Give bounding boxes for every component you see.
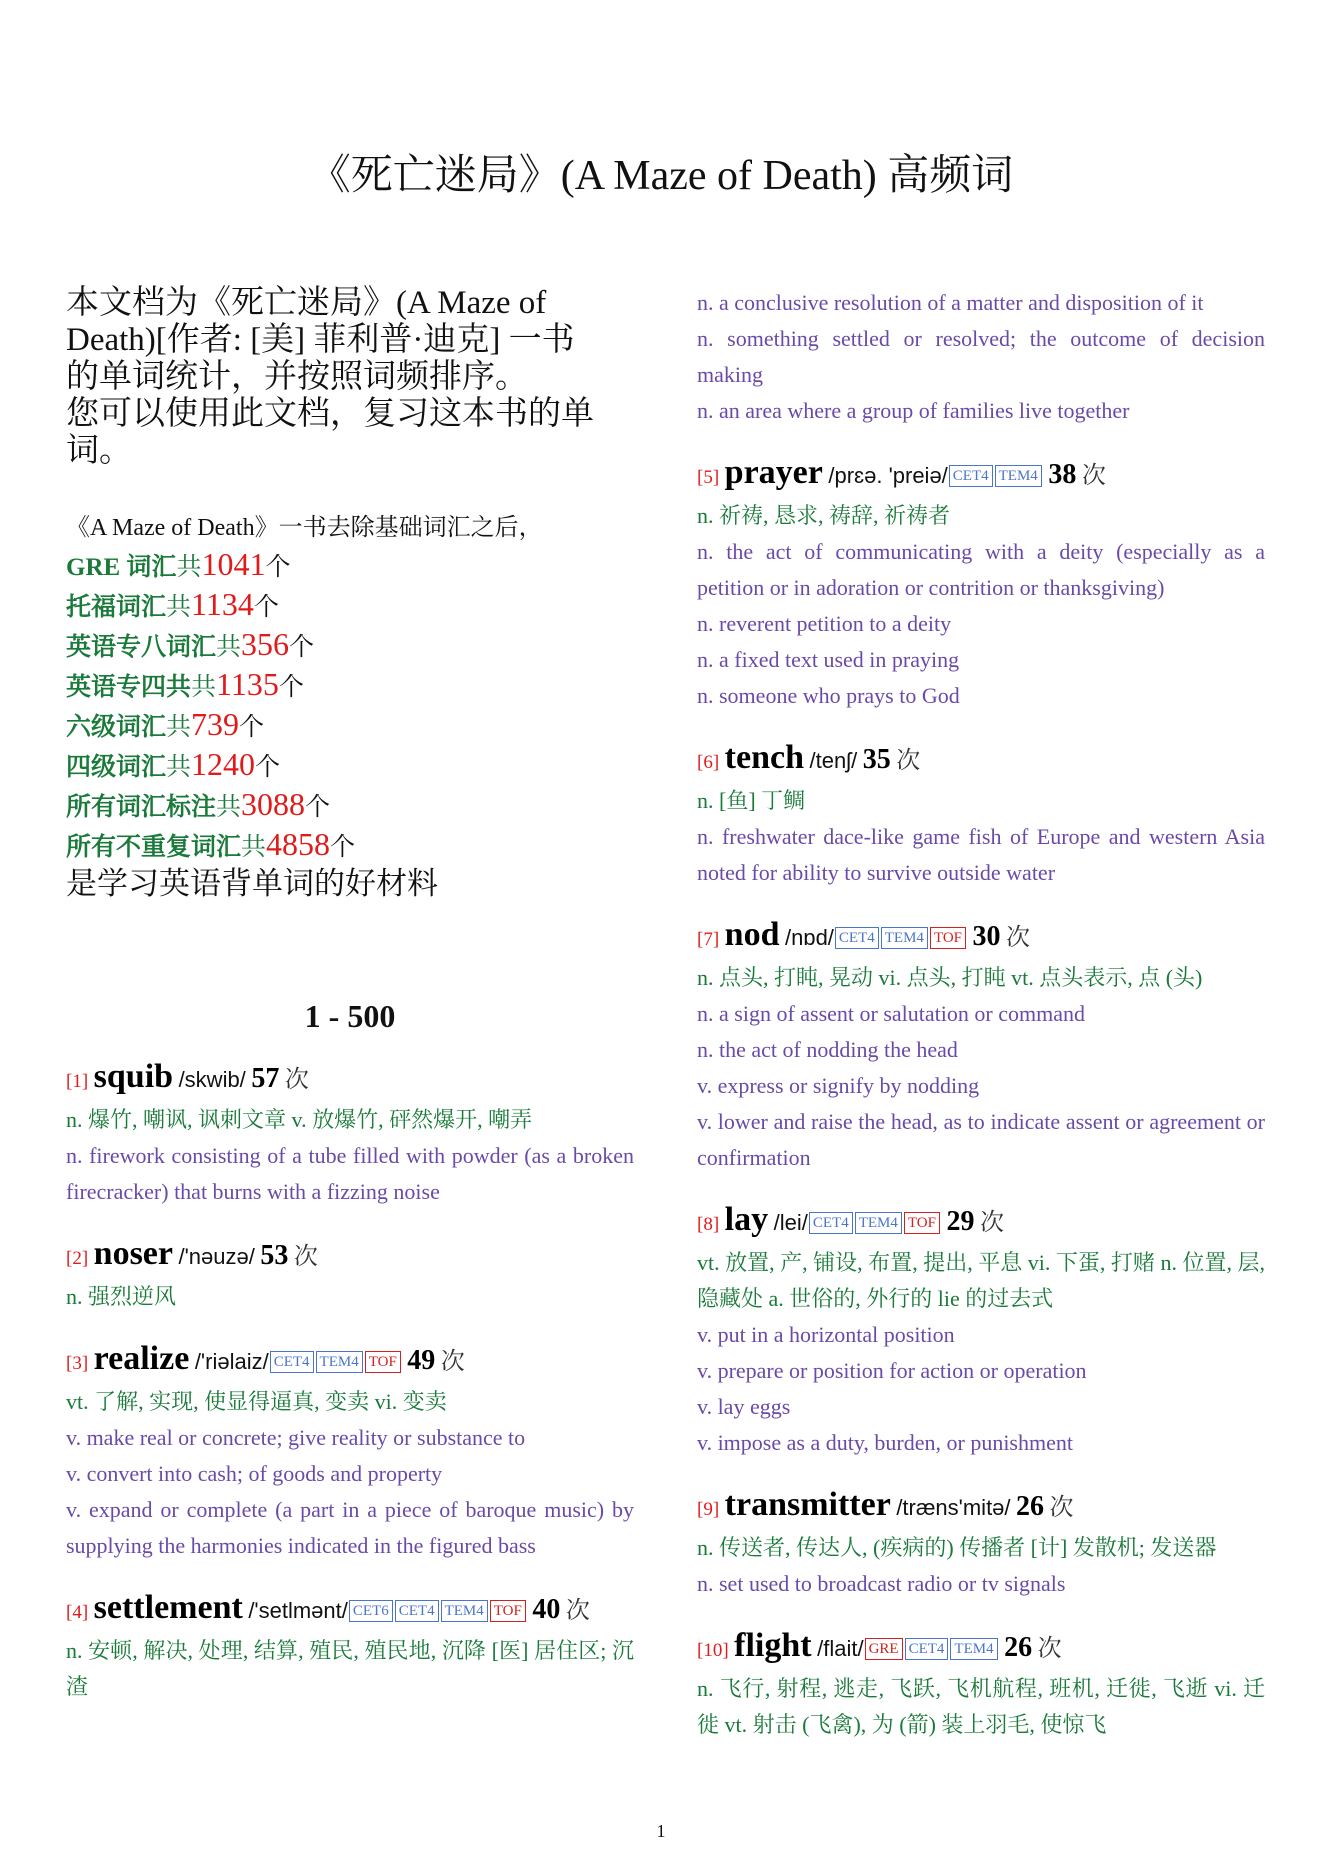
stat-row [66, 786, 634, 826]
entry-index: [9] [697, 1499, 720, 1520]
exam-tag: TOF [904, 1212, 940, 1234]
stat-label: 英语专八词汇 [66, 634, 217, 661]
frequency-count: 49 [407, 1345, 436, 1376]
definition-zh: vt. 了解, 实现, 使显得逼真, 变卖 vi. 变卖 [66, 1389, 447, 1414]
stat-count: 1135 [216, 666, 279, 702]
entry-header [66, 1234, 634, 1279]
word-entry [697, 738, 1265, 891]
frequency-count: 40 [532, 1594, 561, 1625]
entry-index: [2] [66, 1248, 89, 1269]
exam-tag: TOF [490, 1600, 526, 1622]
left-entry-list [66, 1057, 634, 1705]
definition-zh: n. [鱼] 丁鲷 [697, 788, 806, 813]
stat-gong: 共 [216, 794, 242, 821]
stat-row [66, 626, 634, 666]
entry-header [66, 1588, 634, 1633]
frequency-count: 57 [251, 1063, 280, 1094]
stat-gong: 共 [166, 754, 192, 781]
definition-zh: vt. 放置, 产, 铺设, 布置, 提出, 平息 vi. 下蛋, 打赌 n. 位置, 层, 隐藏处 a. 世俗的, 外行的 lie 的过去式 [697, 1250, 1265, 1311]
definition-zh: n. 点头, 打盹, 晃动 vi. 点头, 打盹 vt. 点头表示, 点 (头) [697, 965, 1203, 990]
exam-tag: CET4 [835, 927, 879, 949]
phonetic: /'nəuzə/ [178, 1244, 255, 1269]
phonetic: /'setlmənt/ [248, 1598, 348, 1623]
frequency-count: 26 [1016, 1491, 1045, 1522]
stat-count: 1240 [191, 746, 256, 782]
word-entry [697, 1485, 1265, 1602]
entry-header [697, 738, 1265, 783]
stat-count: 739 [191, 706, 240, 742]
stat-row [66, 706, 634, 746]
right-column [697, 285, 1265, 1767]
headword: squib [93, 1058, 174, 1095]
frequency-count: 26 [1004, 1632, 1033, 1663]
definition-zh: n. 爆竹, 嘲讽, 讽刺文章 v. 放爆竹, 砰然爆开, 嘲弄 [66, 1107, 533, 1132]
stat-label: 所有词汇标注 [66, 794, 217, 821]
definition-zh: n. 强烈逆风 [66, 1284, 177, 1309]
headword: lay [724, 1201, 769, 1238]
definition-en: v. express or signify by nodding [697, 1073, 980, 1098]
definition-en: n. firework consisting of a tube filled with powder (as a broken firecracker) that burns with a fizzing noise [66, 1143, 634, 1204]
definition-en: n. someone who prays to God [697, 683, 960, 708]
word-entry [66, 1588, 634, 1705]
stat-label: GRE 词汇 [66, 554, 177, 581]
phonetic: /lei/ [773, 1210, 808, 1235]
definition-en: n. something settled or resolved; the outcome of decision making [697, 326, 1265, 387]
stat-unit: 个 [305, 794, 331, 821]
entry-index: [10] [697, 1640, 729, 1661]
stat-count: 1134 [191, 586, 254, 622]
exam-tag: TEM4 [441, 1600, 488, 1622]
frequency-count: 29 [946, 1206, 975, 1237]
entry-index: [7] [697, 929, 720, 950]
frequency-unit: 次 [440, 1349, 465, 1375]
frequency-count: 30 [972, 921, 1001, 952]
entry-header [697, 1485, 1265, 1530]
definition-en: n. a conclusive resolution of a matter and disposition of it [697, 290, 1204, 315]
definition-en: v. expand or complete (a part in a piece of baroque music) by supplying the harmonies indicated in the figured bass [66, 1497, 634, 1558]
phonetic: /træns'mitə/ [896, 1495, 1011, 1520]
definition-en: n. a sign of assent or salutation or command [697, 1001, 1085, 1026]
frequency-unit: 次 [284, 1067, 309, 1093]
exam-tag: TEM4 [855, 1212, 902, 1234]
frequency-count: 35 [862, 744, 891, 775]
phonetic: /nɒd/ [784, 925, 834, 950]
stat-count: 1041 [201, 546, 266, 582]
entry-index: [1] [66, 1071, 89, 1092]
definition-en: v. make real or concrete; give reality or substance to [66, 1425, 526, 1450]
word-entry [66, 1057, 634, 1210]
stat-unit: 个 [278, 674, 304, 701]
phonetic: /skwib/ [178, 1067, 246, 1092]
frequency-unit: 次 [293, 1244, 318, 1270]
intro-line: 的单词统计，并按照词频排序。 [66, 359, 528, 395]
definition-zh: n. 传送者, 传达人, (疾病的) 传播者 [计] 发散机; 发送器 [697, 1535, 1217, 1560]
entry-index: [3] [66, 1353, 89, 1374]
phonetic: /prɛə. 'preiə/ [828, 463, 948, 488]
exam-tag: TEM4 [995, 465, 1042, 487]
headword: prayer [724, 454, 823, 491]
headword: nod [724, 916, 780, 953]
definition-en: v. convert into cash; of goods and property [66, 1461, 443, 1486]
definition-en: n. the act of nodding the head [697, 1037, 958, 1062]
entry-index: [6] [697, 752, 720, 773]
headword: tench [724, 739, 804, 776]
stat-gong: 共 [176, 554, 202, 581]
intro-paragraph [66, 285, 634, 470]
frequency-count: 38 [1048, 459, 1077, 490]
definition-en: n. set used to broadcast radio or tv signals [697, 1571, 1066, 1596]
definition-zh: n. 飞行, 射程, 逃走, 飞跃, 飞机航程, 班机, 迁徙, 飞逝 vi. 迁徙 vt. 射击 (飞禽), 为 (箭) 装上羽毛, 使惊飞 [697, 1676, 1265, 1737]
left-column [66, 285, 634, 1729]
definition-zh: n. 安顿, 解决, 处理, 结算, 殖民, 殖民地, 沉降 [医] 居住区; 沉渣 [66, 1638, 634, 1699]
exam-tag: TOF [365, 1351, 401, 1373]
intro-line: 您可以使用此文档，复习这本书的单 [66, 396, 594, 432]
headword: noser [93, 1235, 173, 1272]
definition-en: v. prepare or position for action or operation [697, 1358, 1087, 1383]
headword: settlement [93, 1589, 243, 1626]
entry-header [66, 1057, 634, 1102]
stat-label: 所有不重复词汇 [66, 834, 242, 861]
entry-index: [8] [697, 1214, 720, 1235]
stat-row [66, 666, 634, 706]
stat-row [66, 746, 634, 786]
definition-en: n. freshwater dace-like game fish of Europe and western Asia noted for ability to survive outside water [697, 824, 1265, 885]
vocabulary-stats [66, 510, 634, 902]
exam-tag: TEM4 [950, 1638, 997, 1660]
right-entry-list [697, 453, 1265, 1743]
stat-unit: 个 [255, 754, 281, 781]
entry-header [66, 1339, 634, 1384]
headword: flight [734, 1627, 812, 1664]
stat-gong: 共 [166, 714, 192, 741]
stat-unit: 个 [265, 554, 291, 581]
entry-header [697, 1200, 1265, 1245]
entry-header [697, 915, 1265, 960]
page-title: 《死亡迷局》(A Maze of Death) 高频词 [308, 153, 1014, 199]
phonetic: /flait/ [817, 1636, 864, 1661]
stat-gong: 共 [216, 634, 242, 661]
word-entry [697, 1200, 1265, 1461]
frequency-unit: 次 [979, 1210, 1004, 1236]
definition-en: v. lower and raise the head, as to indicate assent or agreement or confirmation [697, 1109, 1265, 1170]
exam-tag: CET6 [349, 1600, 393, 1622]
frequency-count: 53 [260, 1240, 289, 1271]
exam-tag: CET4 [905, 1638, 949, 1660]
stat-label: 六级词汇 [66, 714, 167, 741]
word-entry [66, 1234, 634, 1315]
intro-line: 本文档为《死亡迷局》(A Maze of [66, 285, 547, 321]
stat-row [66, 826, 634, 866]
definition-en: v. impose as a duty, burden, or punishment [697, 1430, 1073, 1455]
frequency-unit: 次 [1037, 1636, 1062, 1662]
stat-count: 4858 [266, 826, 331, 862]
intro-line: 词。 [66, 433, 132, 469]
exam-tag: TOF [930, 927, 966, 949]
stat-count: 3088 [241, 786, 306, 822]
word-entry [66, 1339, 634, 1564]
exam-tag: CET4 [395, 1600, 439, 1622]
exam-tag: CET4 [270, 1351, 314, 1373]
stat-count: 356 [241, 626, 290, 662]
definition-en: n. an area where a group of families live together [697, 398, 1130, 423]
stat-gong: 共 [191, 674, 217, 701]
stat-row [66, 546, 634, 586]
exam-tag: GRE [865, 1638, 903, 1660]
frequency-unit: 次 [1081, 463, 1106, 489]
phonetic: /'riəlaiz/ [194, 1349, 269, 1374]
definition-en: v. lay eggs [697, 1394, 791, 1419]
exam-tag: TEM4 [881, 927, 928, 949]
definition-en: n. the act of communicating with a deity (especially as a petition or in adoration or contrition or thanksgiving) [697, 539, 1265, 600]
frequency-unit: 次 [1049, 1495, 1074, 1521]
stat-gong: 共 [241, 834, 267, 861]
phonetic: /tenʃ/ [809, 748, 858, 773]
entry-header [697, 453, 1265, 498]
frequency-unit: 次 [896, 748, 921, 774]
exam-tag: CET4 [949, 465, 993, 487]
range-heading: 1 - 500 [304, 998, 396, 1034]
stat-gong: 共 [166, 594, 192, 621]
stat-unit: 个 [330, 834, 356, 861]
stat-row [66, 586, 634, 626]
intro-line: Death)[作者: [美] 菲利普·迪克] 一书 [66, 322, 575, 358]
stat-label: 托福词汇 [66, 594, 167, 621]
stats-tail: 是学习英语背单词的好材料 [66, 866, 438, 901]
definition-en: n. reverent petition to a deity [697, 611, 952, 636]
exam-tag: CET4 [809, 1212, 853, 1234]
headword: transmitter [724, 1486, 891, 1523]
word-entry [697, 915, 1265, 1176]
continued-definitions [697, 285, 1265, 429]
stats-lead: 《A Maze of Death》一书去除基础词汇之后， [66, 515, 543, 541]
stat-label: 英语专四共 [66, 674, 192, 701]
headword: realize [93, 1340, 190, 1377]
definition-zh: n. 祈祷, 恳求, 祷辞, 祈祷者 [697, 503, 951, 528]
stat-label: 四级词汇 [66, 754, 167, 781]
word-entry [697, 453, 1265, 714]
entry-index: [5] [697, 467, 720, 488]
entry-header [697, 1626, 1265, 1671]
definition-en: n. a fixed text used in praying [697, 647, 960, 672]
definition-en: v. put in a horizontal position [697, 1322, 955, 1347]
stat-unit: 个 [239, 714, 265, 741]
entry-index: [4] [66, 1602, 89, 1623]
frequency-unit: 次 [1006, 925, 1031, 951]
stat-unit: 个 [253, 594, 279, 621]
frequency-unit: 次 [565, 1598, 590, 1624]
page-number: 1 [656, 1821, 666, 1841]
stat-unit: 个 [289, 634, 315, 661]
exam-tag: TEM4 [316, 1351, 363, 1373]
word-entry [697, 1626, 1265, 1743]
